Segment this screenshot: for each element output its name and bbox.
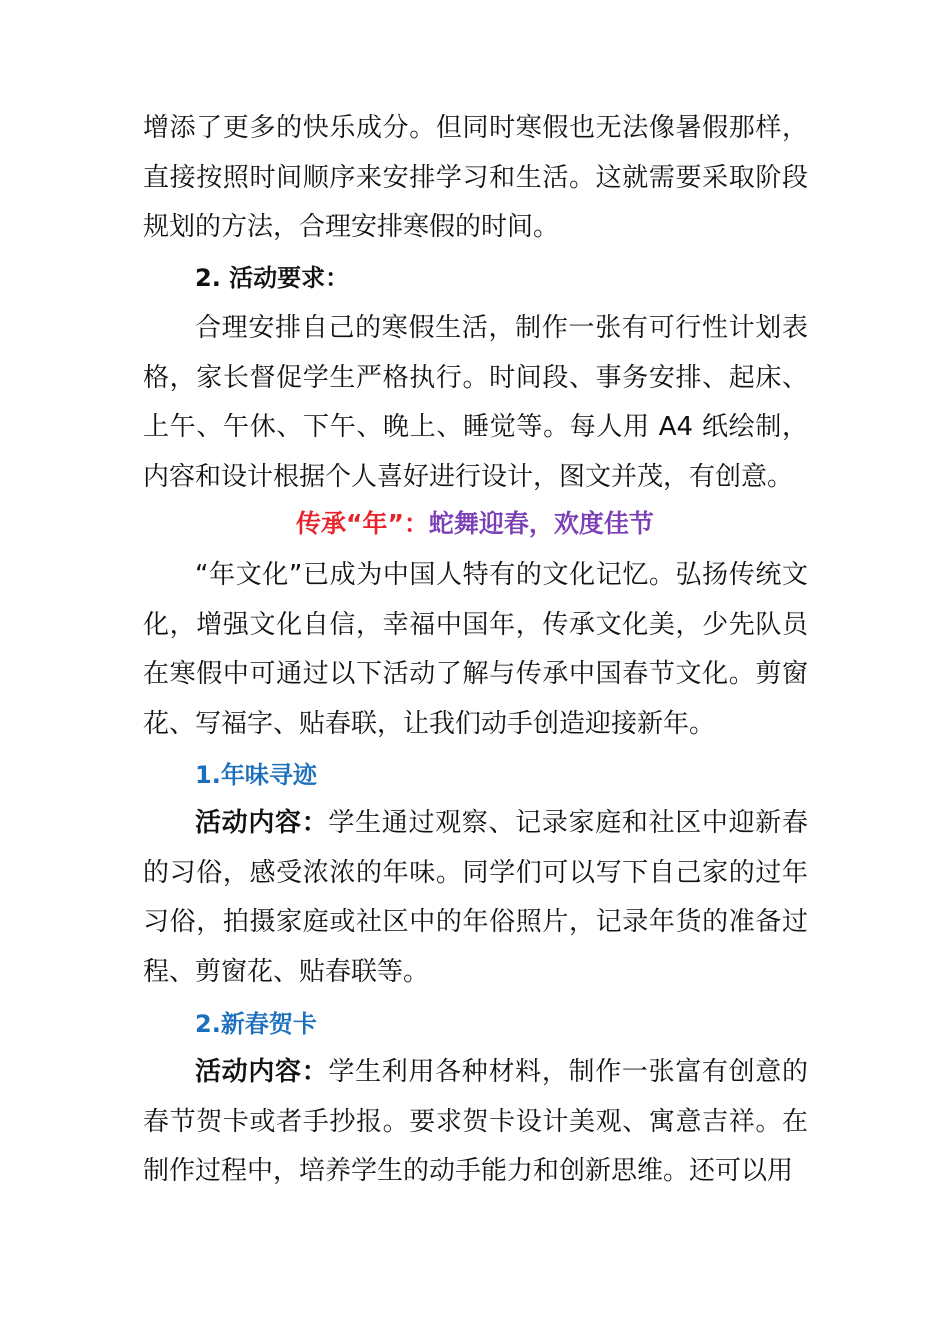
label-activity-content-1: 活动内容： [195, 808, 329, 838]
paragraph-intro-continued: 增添了更多的快乐成分。但同时寒假也无法像暑假那样，直接按照时间顺序来安排学习和生活。这就需要采取阶段规划的方法，合理安排寒假的时间。 [143, 113, 808, 242]
paragraph-requirements: 合理安排自己的寒假生活，制作一张有可行性计划表格，家长督促学生严格执行。时间段、事务安排、起床、上午、午休、下午、晚上、睡觉等。每人用 A4 纸绘制，内容和设计根据个人喜好进行设计，图文并茂，有创意。 [143, 313, 808, 492]
text-activity-content-2: 学生利用各种材料，制作一张富有创意的春节贺卡或者手抄报。要求贺卡设计美观、寓意吉祥。在制作过程中，培养学生的动手能力和创新思维。还可以用 [143, 1057, 808, 1186]
section-title-purple: 蛇舞迎春，欢度佳节 [428, 509, 654, 538]
paragraph-new-year-traces [143, 799, 808, 997]
heading-new-year-traces: 1.年味寻迹 [195, 761, 317, 789]
heading-activity-requirements: 2. 活动要求： [195, 264, 350, 292]
text-activity-content-1: 学生通过观察、记录家庭和社区中迎新春的习俗，感受浓浓的年味。同学们可以写下自己家的过年习俗，拍摄家庭或社区中的年俗照片，记录年货的准备过程、剪窗花、贴春联等。 [143, 808, 808, 987]
section-title-red: 传承“年”： [296, 509, 429, 538]
section-title [0, 504, 950, 544]
heading-new-year-card: 2.新春贺卡 [195, 1010, 317, 1038]
paragraph-new-year-card [143, 1048, 808, 1197]
label-activity-content-2: 活动内容： [195, 1057, 329, 1087]
paragraph-new-year-culture: “年文化”已成为中国人特有的文化记忆。弘扬传统文化，增强文化自信，幸福中国年，传承文化美，少先队员在寒假中可通过以下活动了解与传承中国春节文化。剪窗花、写福字、贴春联，让我们动手创造迎接新年。 [143, 560, 808, 739]
